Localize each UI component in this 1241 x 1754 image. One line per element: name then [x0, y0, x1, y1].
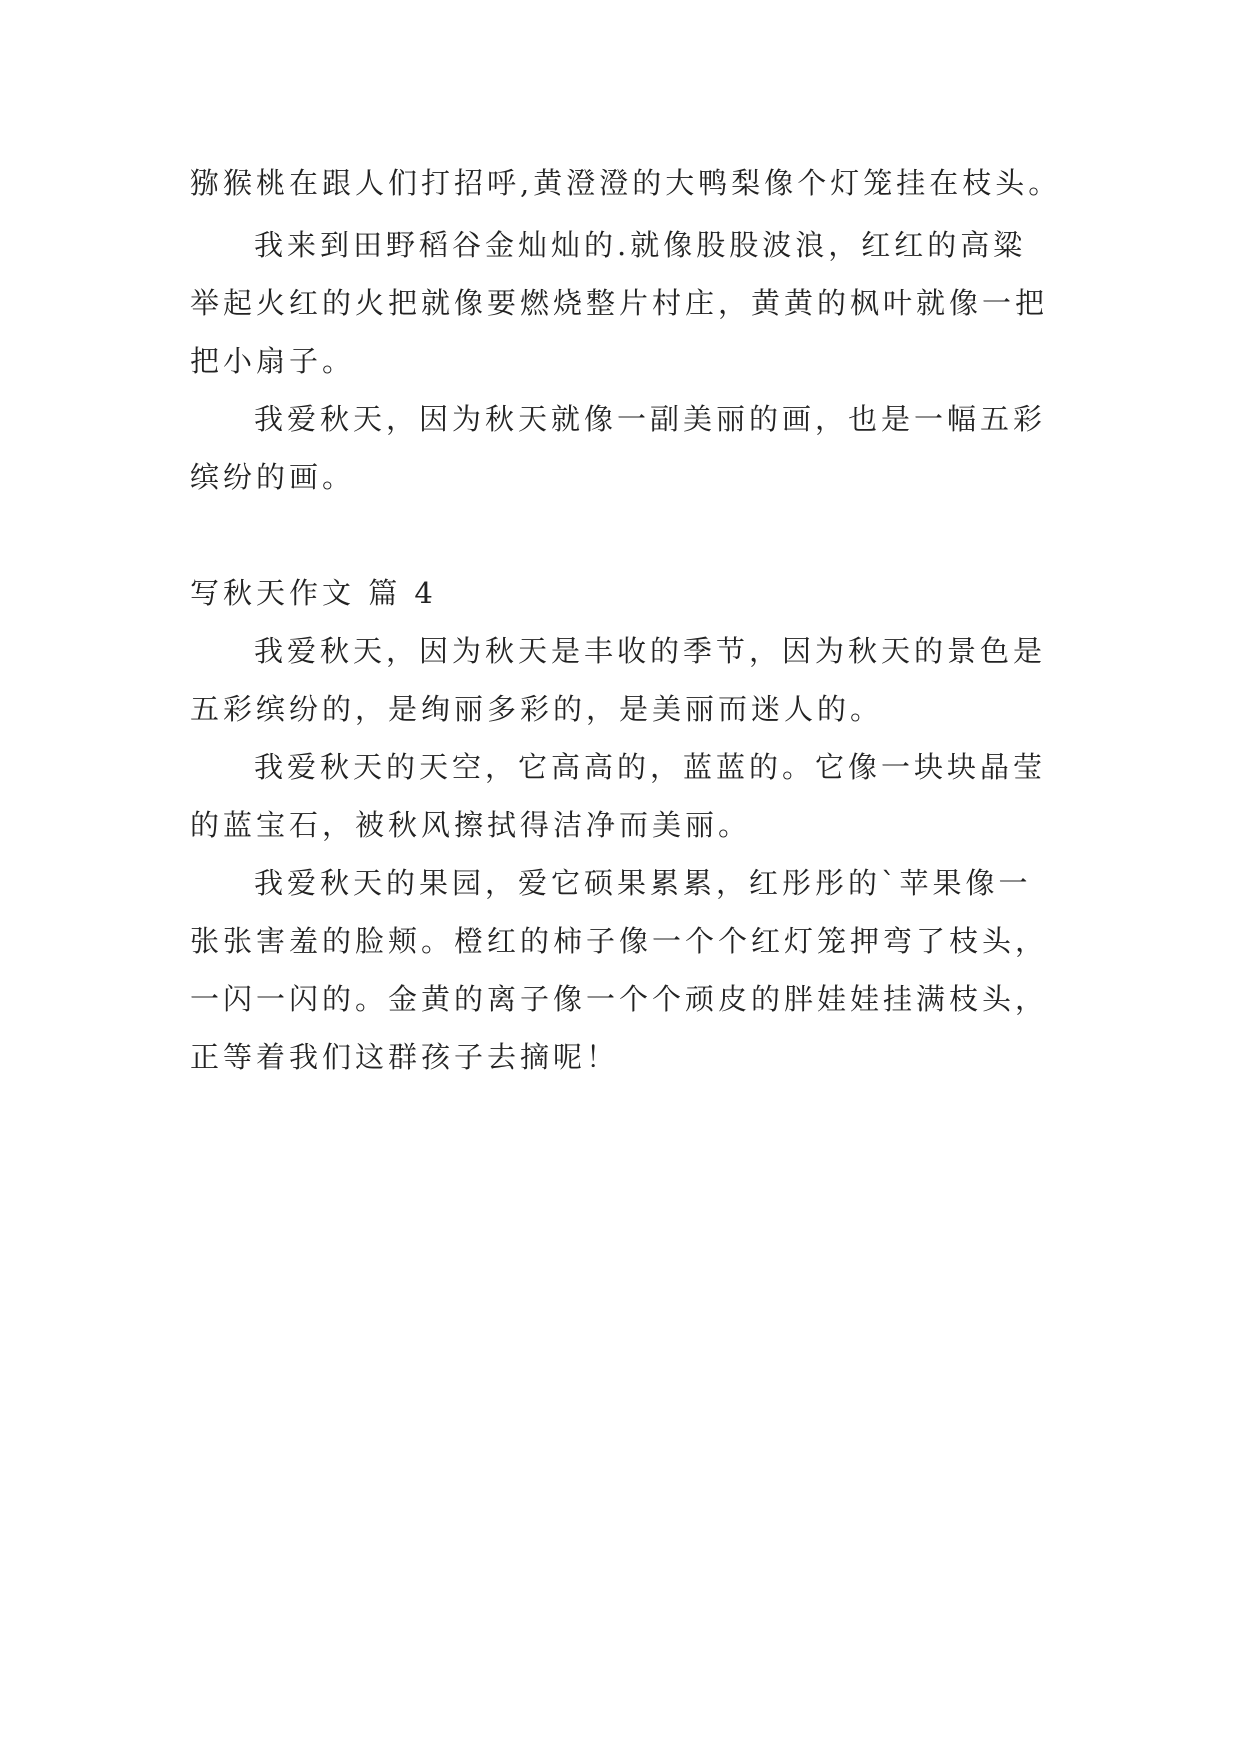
- paragraph-line: 一闪一闪的。金黄的离子像一个个顽皮的胖娃娃挂满枝头，: [190, 982, 1049, 1016]
- paragraph-line: 缤纷的画。: [190, 460, 356, 494]
- paragraph-line: 猕猴桃在跟人们打招呼,黄澄澄的大鸭梨像个灯笼挂在枝头。: [190, 166, 1062, 200]
- paragraph-line: 我来到田野稻谷金灿灿的.就像股股波浪，红红的高粱: [254, 228, 1027, 262]
- paragraph-line: 五彩缤纷的，是绚丽多彩的，是美丽而迷人的。: [190, 692, 884, 726]
- paragraph-line: 我爱秋天，因为秋天是丰收的季节，因为秋天的景色是: [254, 634, 1047, 668]
- paragraph-line: 正等着我们这群孩子去摘呢！: [190, 1040, 620, 1074]
- paragraph-line: 我爱秋天的果园，爱它硕果累累，红彤彤的`苹果像一: [254, 866, 1032, 900]
- paragraph-line: 张张害羞的脸颊。橙红的柿子像一个个红灯笼押弯了枝头，: [190, 924, 1049, 958]
- section-heading: 写秋天作文 篇 4: [190, 576, 437, 610]
- paragraph-line: 举起火红的火把就像要燃烧整片村庄，黄黄的枫叶就像一把: [190, 286, 1049, 320]
- paragraph-line: 把小扇子。: [190, 344, 356, 378]
- paragraph-line: 的蓝宝石，被秋风擦拭得洁净而美丽。: [190, 808, 752, 842]
- paragraph-line: 我爱秋天的天空，它高高的，蓝蓝的。它像一块块晶莹: [254, 750, 1047, 784]
- paragraph-line: 我爱秋天，因为秋天就像一副美丽的画，也是一幅五彩: [254, 402, 1047, 436]
